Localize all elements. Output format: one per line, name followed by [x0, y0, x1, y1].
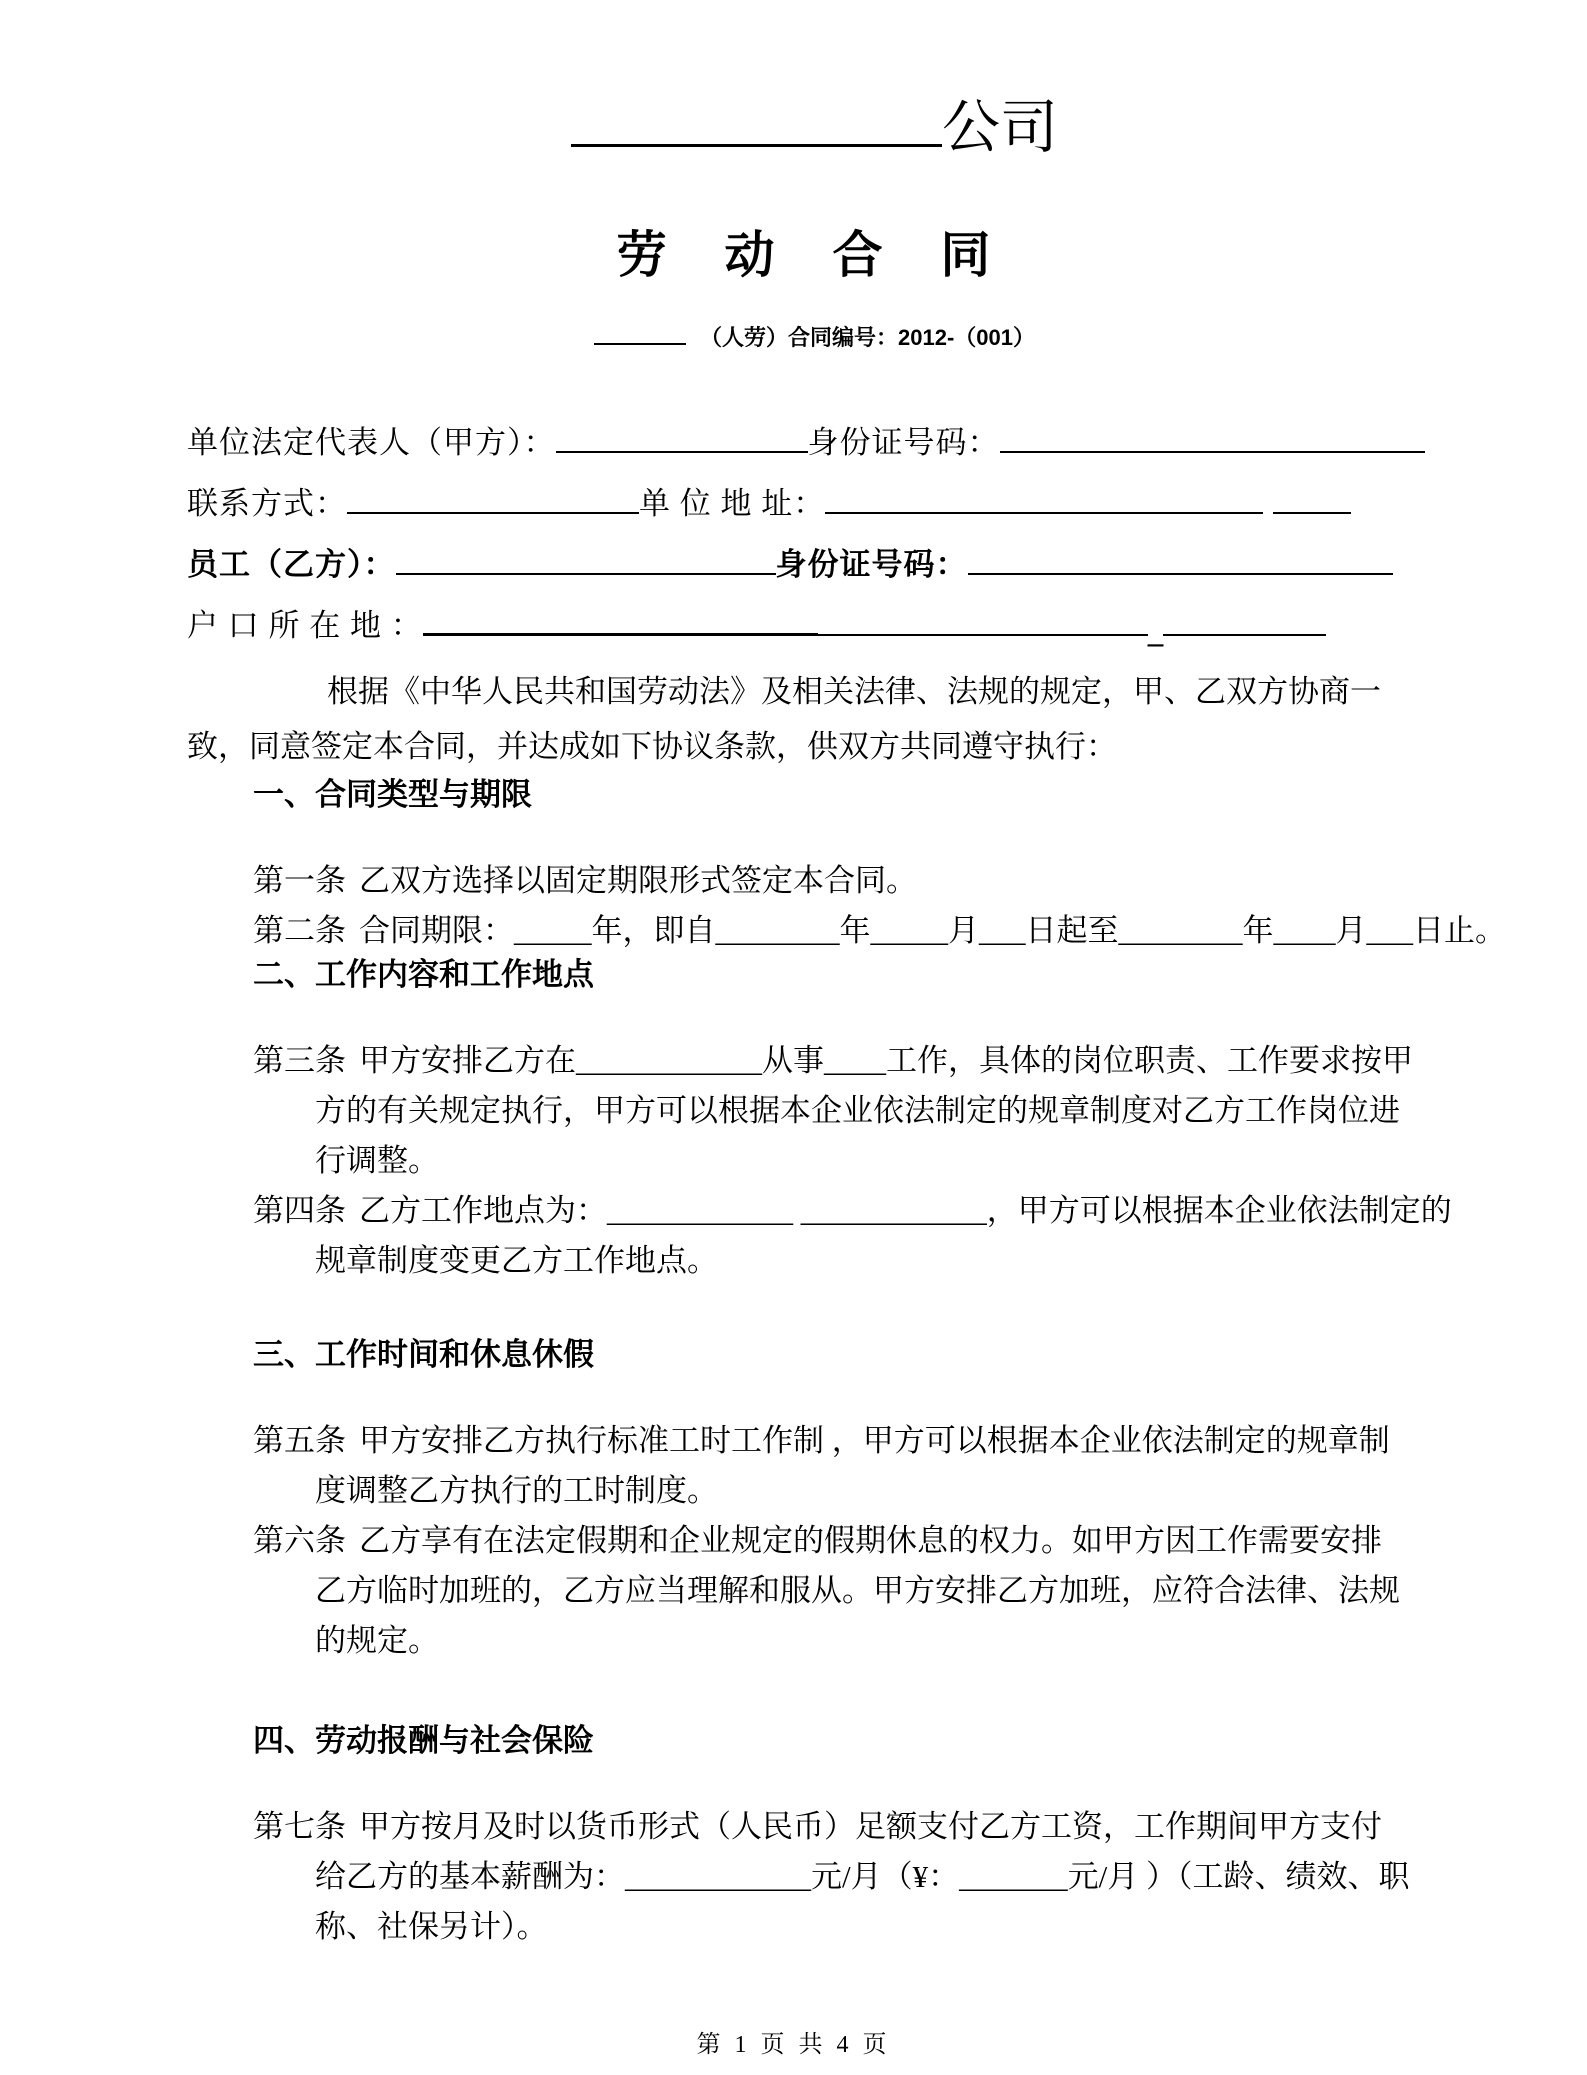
clause-3-text: 行调整。: [315, 1143, 439, 1179]
residence-blank-1[interactable]: [423, 625, 818, 636]
clause-2-text: 合同期限：_____年，即自________年_____月___日起至________年____月___日止。: [359, 913, 1506, 949]
clause-3: [187, 1036, 1442, 1186]
legal-representative-blank[interactable]: [556, 443, 808, 453]
employee-id-label: 身份证号码：: [775, 547, 968, 583]
employee-id-blank[interactable]: [968, 565, 1393, 575]
clause-7-text: 称、社保另计）。: [315, 1909, 548, 1945]
employer-id-blank[interactable]: [1000, 443, 1425, 453]
clause-4-text: 规章制度变更乙方工作地点。: [315, 1243, 718, 1279]
clause-6: [187, 1516, 1442, 1666]
clause-5-text: 甲方安排乙方执行标准工时工作制 ，甲方可以根据本企业依法制定的规章制: [359, 1423, 1390, 1459]
clause-5: [187, 1416, 1442, 1516]
intro-line: 致，同意签定本合同，并达成如下协议条款，供双方共同遵守执行：: [187, 729, 1117, 765]
contract-number-blank[interactable]: [594, 335, 686, 345]
clause-7-number: 第七条: [253, 1809, 346, 1845]
clause-5-number: 第五条: [253, 1423, 346, 1459]
clause-3-text: 甲方安排乙方在____________从事____工作，具体的岗位职责、工作要求按甲: [359, 1043, 1413, 1079]
employer-id-label: 身份证号码：: [807, 425, 1000, 461]
employee-name-blank[interactable]: [396, 565, 776, 575]
intro-paragraph: [187, 664, 1442, 774]
section-heading-1: 一、合同类型与期限: [253, 777, 532, 813]
company-suffix-text: 公司: [941, 95, 1058, 160]
residence-label: 户 口 所 在 地 ：: [187, 608, 423, 644]
party-row-residence: [187, 606, 1442, 650]
clause-6-text: 乙方临时加班的，乙方应当理解和服从。甲方安排乙方加班，应符合法律、法规: [315, 1573, 1400, 1609]
section-heading-2: 二、工作内容和工作地点: [253, 957, 594, 993]
clause-7: [187, 1802, 1442, 1952]
clause-4-text: 乙方工作地点为：____________ ____________，甲方可以根据本企业依法制定的: [359, 1193, 1452, 1229]
clause-3-text: 方的有关规定执行，甲方可以根据本企业依法制定的规章制度对乙方工作岗位进: [315, 1093, 1400, 1129]
clause-3-number: 第三条: [253, 1043, 346, 1079]
clause-4-number: 第四条: [253, 1193, 346, 1229]
legal-representative-label: 单位法定代表人（甲方）：: [187, 425, 556, 461]
section-heading-3: 三、工作时间和休息休假: [253, 1337, 594, 1373]
page-number: 第 1 页 共 4 页: [696, 2032, 891, 2058]
party-row-contact: [187, 484, 1442, 524]
residence-blank-3[interactable]: [1163, 626, 1326, 636]
clause-1: [187, 856, 1442, 906]
residence-blank-2[interactable]: [818, 626, 1148, 636]
clause-6-text: 的规定。: [315, 1623, 439, 1659]
company-address-blank-extra[interactable]: [1273, 504, 1351, 514]
clause-5-text: 度调整乙方执行的工时制度。: [315, 1473, 718, 1509]
clause-2-number: 第二条: [253, 913, 346, 949]
document-title: 劳 动 合 同: [616, 226, 1013, 283]
residence-underscore: _: [1147, 614, 1164, 650]
company-address-label: 单 位 地 址：: [639, 486, 826, 522]
party-row-employee: [187, 545, 1442, 585]
company-title-line: [187, 95, 1442, 162]
company-address-blank[interactable]: [825, 504, 1263, 514]
clause-7-text: 给乙方的基本薪酬为：____________元/月（¥：_______元/月 ）（工龄、绩效、职: [315, 1859, 1410, 1895]
employee-label: 员工（乙方）：: [187, 547, 396, 583]
clause-6-text: 乙方享有在法定假期和企业规定的假期休息的权力。如甲方因工作需要安排: [359, 1523, 1382, 1559]
section-heading-4: 四、劳动报酬与社会保险: [253, 1723, 594, 1759]
contract-number-text: （人劳）合同编号：2012-（001）: [700, 324, 1035, 350]
party-row-legal-representative: [187, 423, 1442, 463]
clause-6-number: 第六条: [253, 1523, 346, 1559]
contact-label: 联系方式：: [187, 486, 347, 522]
contact-blank[interactable]: [347, 504, 639, 514]
intro-line: 根据《中华人民共和国劳动法》及相关法律、法规的规定，甲、乙双方协商一: [327, 674, 1381, 710]
clause-2: [187, 906, 1506, 956]
clause-1-text: 乙双方选择以固定期限形式签定本合同。: [359, 863, 917, 899]
clause-1-number: 第一条: [253, 863, 346, 899]
company-name-blank[interactable]: [571, 136, 942, 147]
clause-4: [187, 1186, 1452, 1286]
contract-number-line: [187, 325, 1442, 351]
clause-7-text: 甲方按月及时以货币形式（人民币）足额支付乙方工资，工作期间甲方支付: [359, 1809, 1382, 1845]
